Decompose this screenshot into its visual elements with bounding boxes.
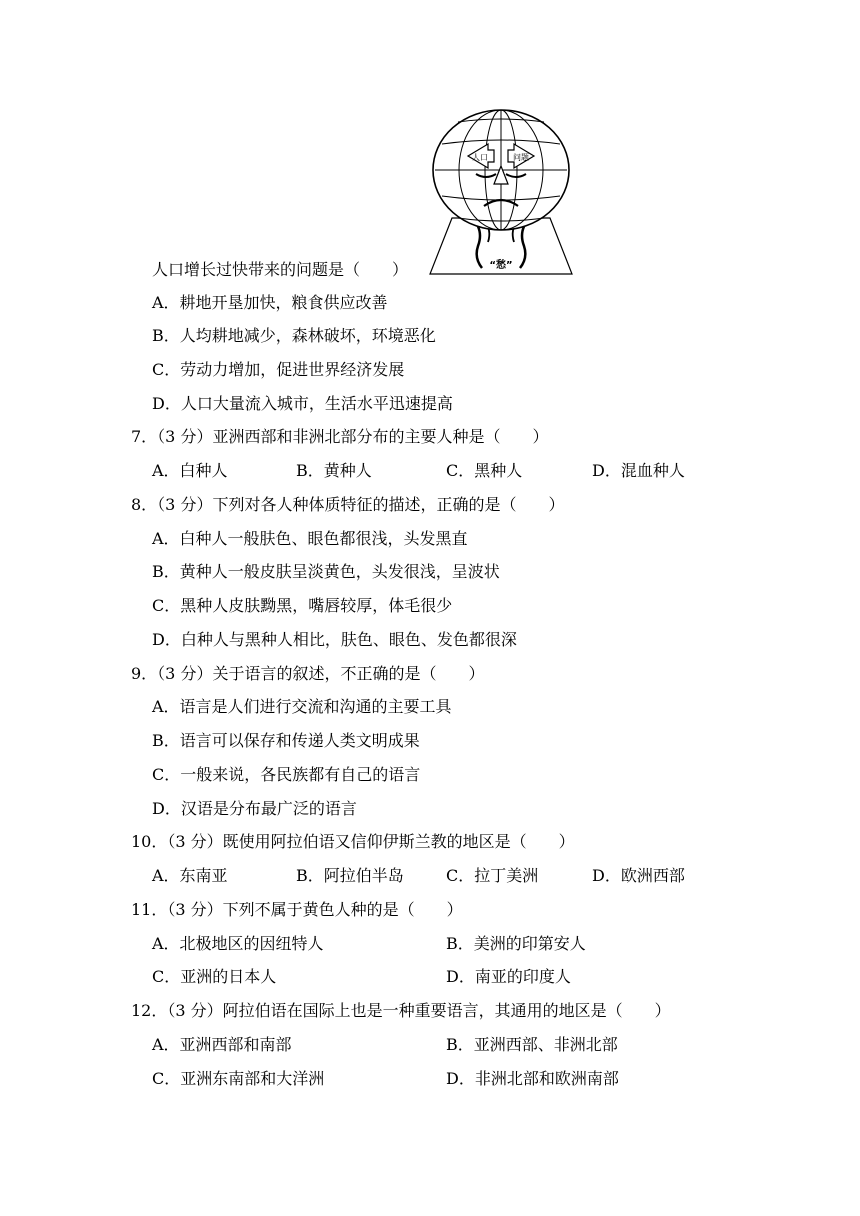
question-12-option-d[interactable]: D．非洲北部和欧洲南部: [446, 1069, 619, 1088]
question-6-option-c[interactable]: C．劳动力增加，促进世界经济发展: [152, 360, 405, 379]
question-10-option-d[interactable]: D．欧洲西部: [592, 866, 685, 885]
question-8-option-d[interactable]: D．白种人与黑种人相比，肤色、眼色、发色都很深: [152, 630, 517, 649]
question-10-option-c[interactable]: C．拉丁美洲: [446, 866, 539, 885]
question-8-option-a[interactable]: A．白种人一般肤色、眼色都很浅，头发黑直: [152, 529, 468, 548]
question-12-option-a[interactable]: A．亚洲西部和南部: [152, 1035, 292, 1054]
question-9-option-a[interactable]: A．语言是人们进行交流和沟通的主要工具: [152, 697, 452, 716]
figure-caption: “愁”: [489, 260, 513, 271]
question-9-option-b[interactable]: B．语言可以保存和传递人类文明成果: [152, 731, 420, 750]
question-8-stem: 8．（3 分）下列对各人种体质特征的描述，正确的是（ ）: [131, 495, 565, 514]
question-7-option-b[interactable]: B．黄种人: [296, 461, 372, 480]
question-7-option-d[interactable]: D．混血种人: [592, 461, 685, 480]
question-11-option-a[interactable]: A．北极地区的因纽特人: [152, 934, 324, 953]
question-7-stem: 7．（3 分）亚洲西部和非洲北部分布的主要人种是（ ）: [131, 427, 549, 446]
question-9-stem: 9．（3 分）关于语言的叙述，不正确的是（ ）: [131, 664, 485, 683]
arrow-left-label: 人口: [472, 153, 488, 162]
question-6-stem: 人口增长过快带来的问题是（ ）: [152, 260, 409, 279]
question-7-option-a[interactable]: A．白种人: [152, 461, 228, 480]
arrow-right-label: 问题: [513, 153, 529, 162]
question-10-stem: 10．（3 分）既使用阿拉伯语又信仰伊斯兰教的地区是（ ）: [131, 832, 575, 851]
question-6-option-d[interactable]: D．人口大量流入城市，生活水平迅速提高: [152, 394, 453, 413]
question-12-option-b[interactable]: B．亚洲西部、非洲北部: [446, 1035, 618, 1054]
question-11-option-b[interactable]: B．美洲的印第安人: [446, 934, 586, 953]
question-8-option-b[interactable]: B．黄种人一般皮肤呈淡黄色，头发很浅，呈波状: [152, 562, 500, 581]
question-11-option-d[interactable]: D．南亚的印度人: [446, 967, 571, 986]
question-8-option-c[interactable]: C．黑种人皮肤黝黑，嘴唇较厚，体毛很少: [152, 596, 453, 615]
question-6-option-b[interactable]: B．人均耕地减少，森林破坏，环境恶化: [152, 326, 436, 345]
question-12-stem: 12．（3 分）阿拉伯语在国际上也是一种重要语言，其通用的地区是（ ）: [131, 1001, 671, 1020]
question-7-option-c[interactable]: C．黑种人: [446, 461, 523, 480]
question-9-option-d[interactable]: D．汉语是分布最广泛的语言: [152, 799, 357, 818]
worried-globe-icon: [428, 108, 574, 278]
question-12-option-c[interactable]: C．亚洲东南部和大洋洲: [152, 1069, 325, 1088]
question-10-option-a[interactable]: A．东南亚: [152, 866, 228, 885]
question-9-option-c[interactable]: C．一般来说，各民族都有自己的语言: [152, 765, 421, 784]
question-11-stem: 11．（3 分）下列不属于黄色人种的是（ ）: [131, 900, 463, 919]
question-6-option-a[interactable]: A．耕地开垦加快，粮食供应改善: [152, 293, 388, 312]
question-10-option-b[interactable]: B．阿拉伯半岛: [296, 866, 404, 885]
question-11-option-c[interactable]: C．亚洲的日本人: [152, 967, 277, 986]
